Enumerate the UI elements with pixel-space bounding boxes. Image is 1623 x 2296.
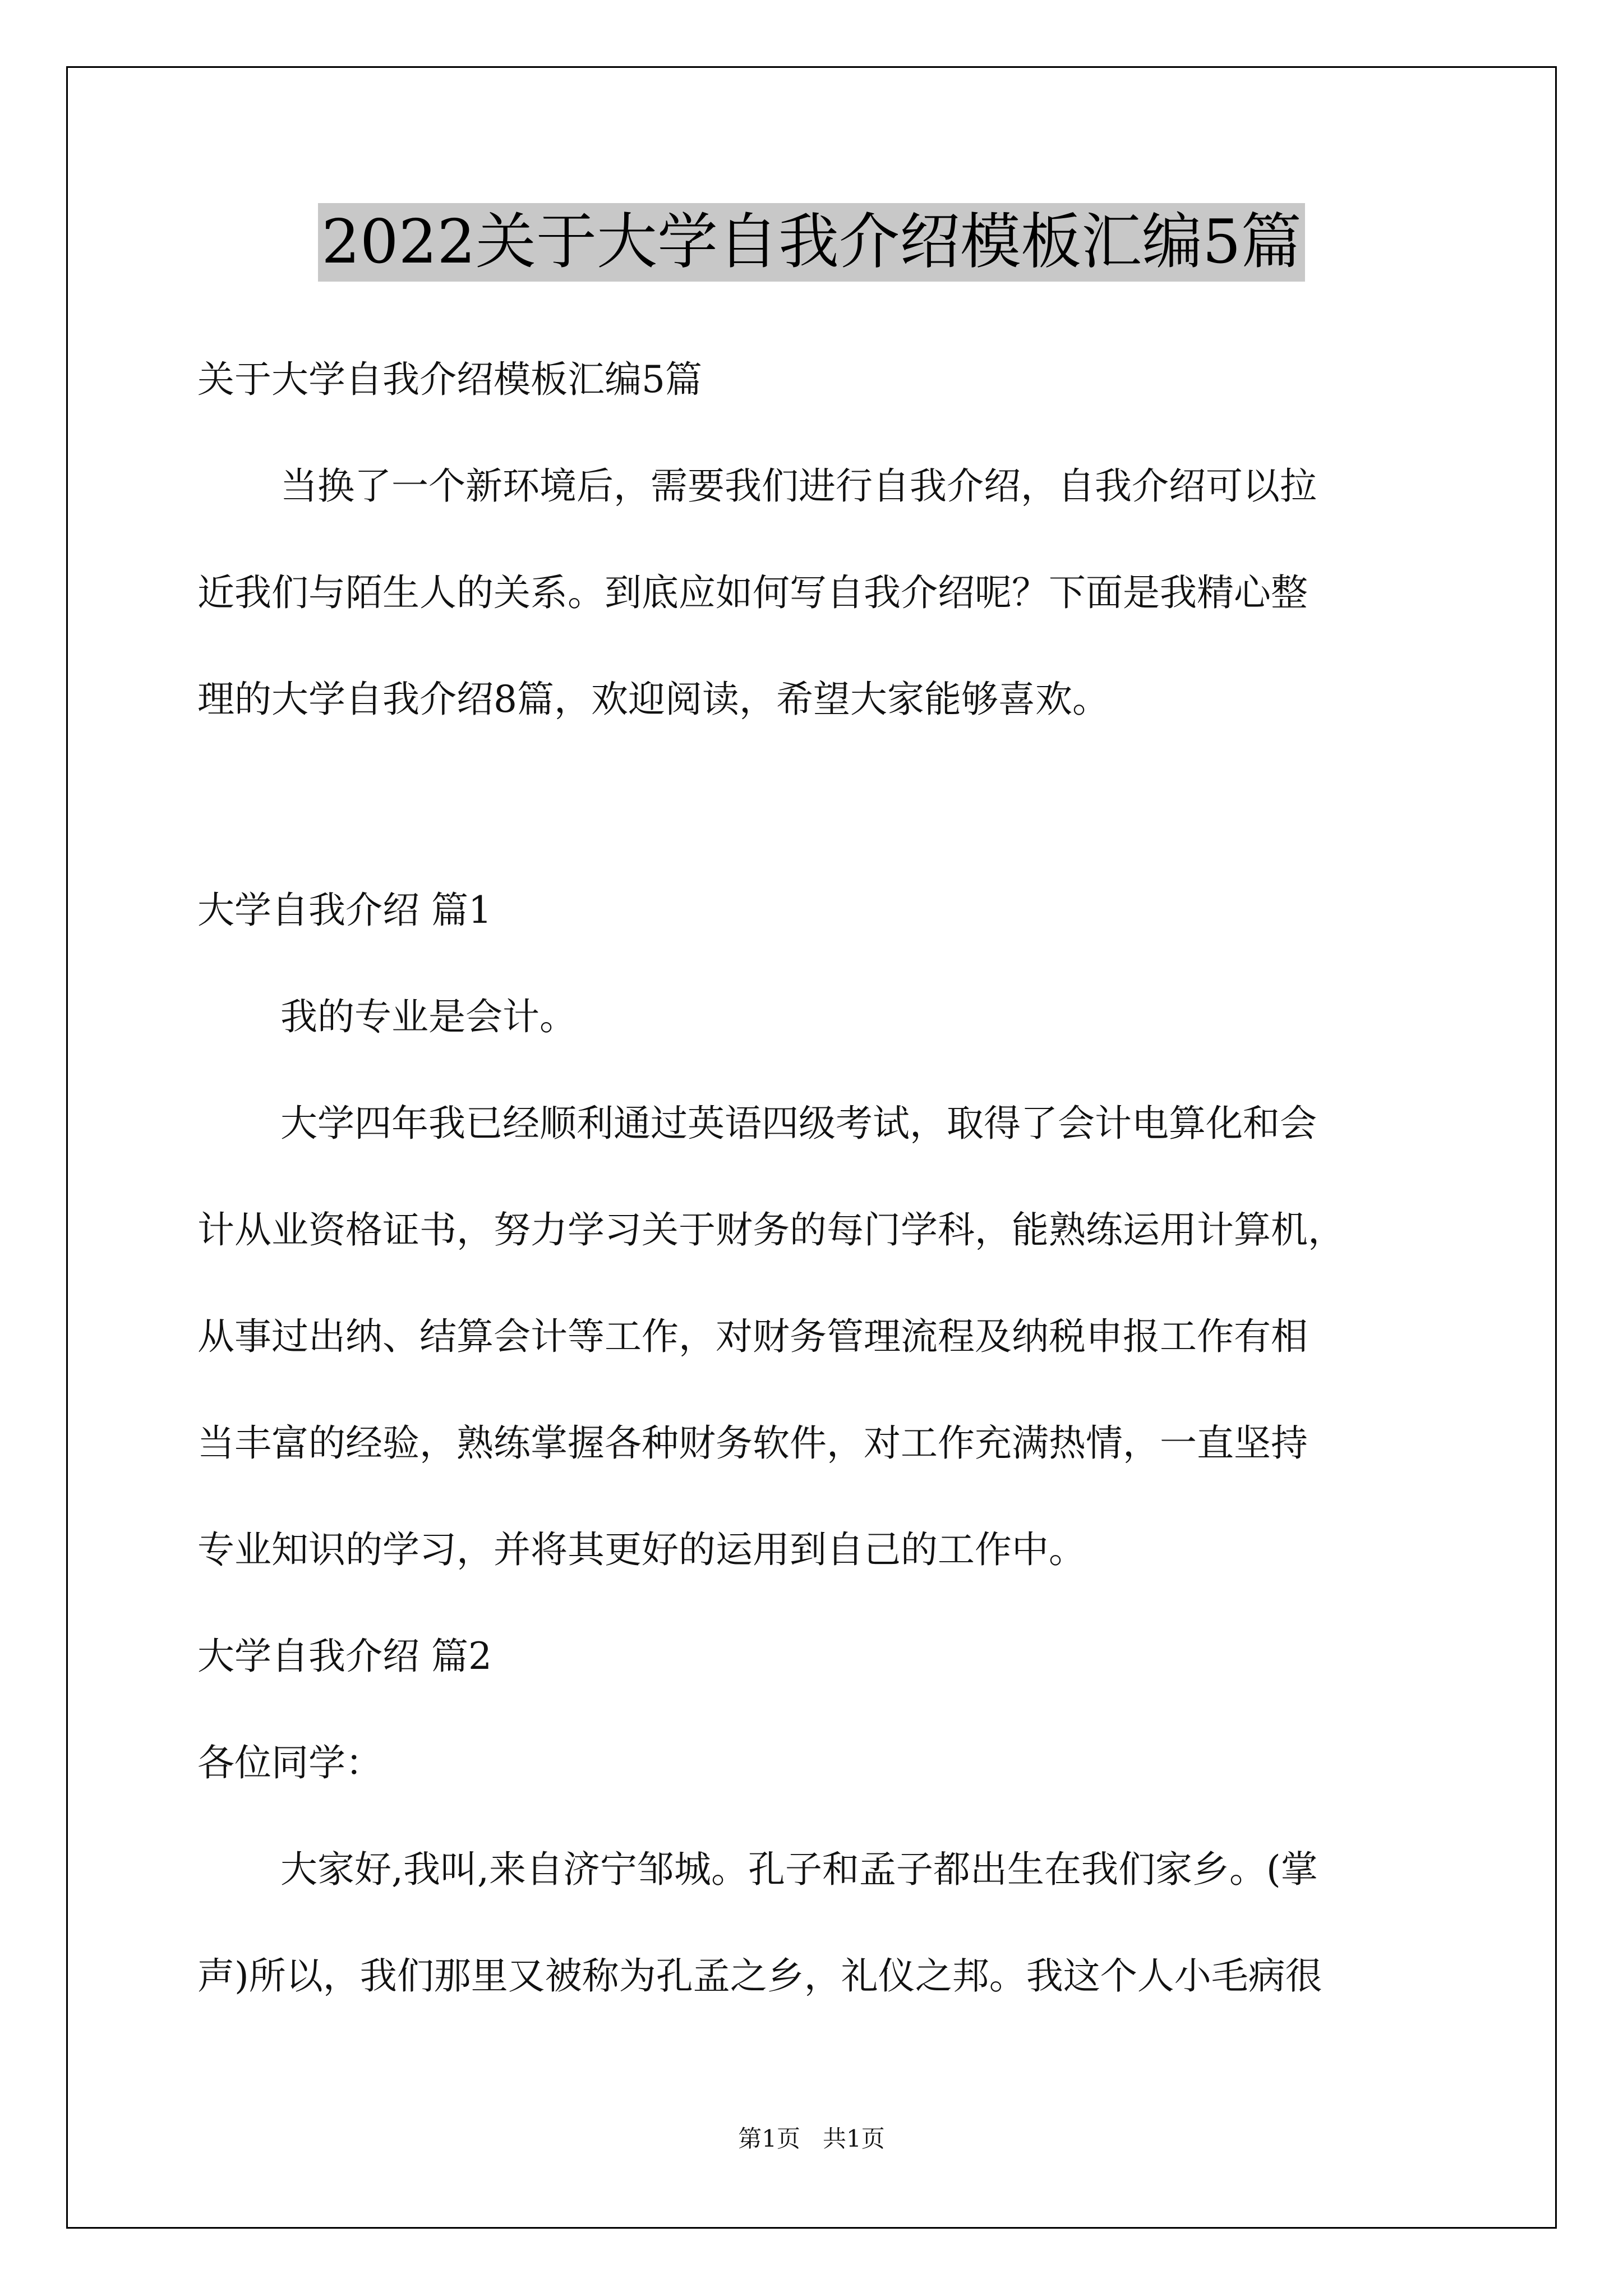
- section1-para2-line-1: 大学四年我已经顺利通过英语四级考试，取得了会计电算化和会: [280, 1102, 1317, 1145]
- section2-greeting: 各位同学：: [197, 1741, 382, 1784]
- section2-heading: 大学自我介绍 篇2: [197, 1635, 492, 1678]
- section1-para2-line-2: 计从业资格证书，努力学习关于财务的每门学科，能熟练运用计算机，: [197, 1208, 1345, 1251]
- document-subtitle: 关于大学自我介绍模板汇编5篇: [197, 358, 702, 401]
- section1-heading: 大学自我介绍 篇1: [197, 889, 492, 932]
- section2-para-line-2: 声)所以，我们那里又被称为孔孟之乡，礼仪之邦。我这个人小毛病很: [197, 1954, 1322, 1998]
- document-title: 2022关于大学自我介绍模板汇编5篇: [318, 203, 1305, 282]
- section1-para2-line-4: 当丰富的经验，熟练掌握各种财务软件，对工作充满热情，一直坚持: [197, 1421, 1308, 1465]
- intro-line-2: 近我们与陌生人的关系。到底应如何写自我介绍呢？下面是我精心整: [197, 571, 1308, 614]
- section2-para-line-1: 大家好,我叫,来自济宁邹城。孔子和孟子都出生在我们家乡。(掌: [280, 1848, 1318, 1891]
- section1-para2-line-5: 专业知识的学习，并将其更好的运用到自己的工作中。: [197, 1528, 1086, 1571]
- title-container: [0, 203, 1623, 282]
- intro-line-1: 当换了一个新环境后，需要我们进行自我介绍，自我介绍可以拉: [280, 464, 1317, 508]
- intro-line-3: 理的大学自我介绍8篇，欢迎阅读，希望大家能够喜欢。: [197, 678, 1109, 721]
- section1-para2-line-3: 从事过出纳、结算会计等工作，对财务管理流程及纳税申报工作有相: [197, 1315, 1308, 1358]
- page-footer: 第1页 共1页: [738, 2125, 885, 2152]
- section1-para1: 我的专业是会计。: [280, 995, 577, 1038]
